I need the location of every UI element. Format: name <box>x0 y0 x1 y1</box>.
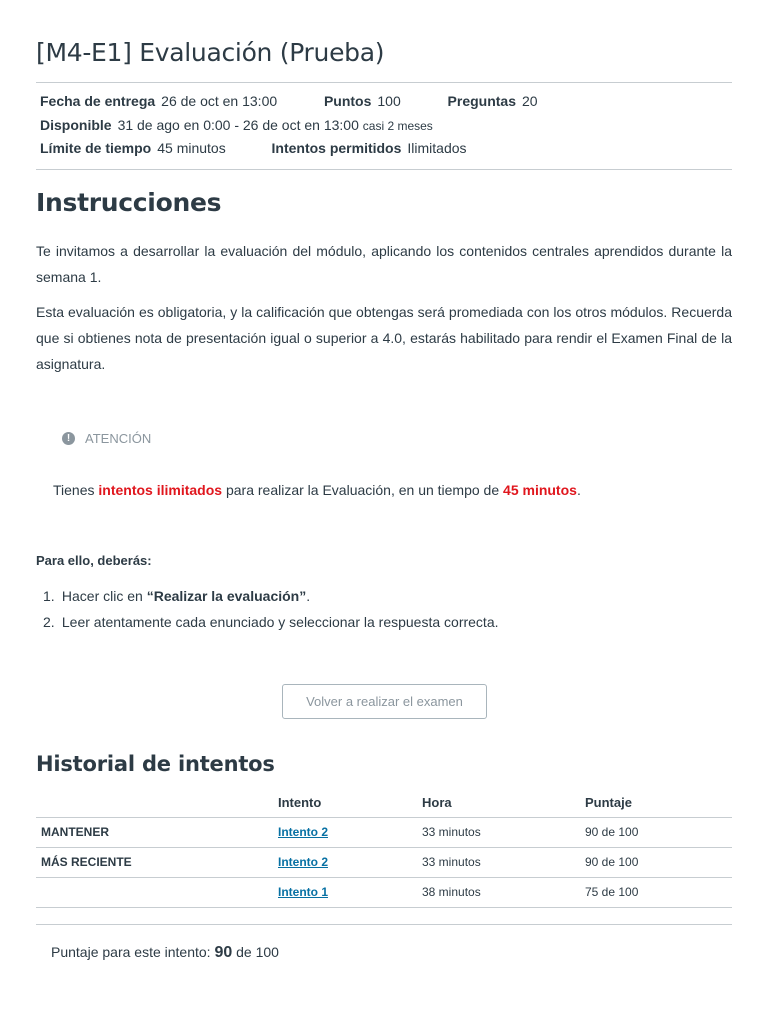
attempts-notice <box>53 482 581 498</box>
points-label: Puntos <box>323 93 372 109</box>
instructions-paragraph-2: Esta evaluación es obligatoria, y la calificación que obtengas será promediada con los otros módulos. Recuerda que si obtienes nota de presentación igual o superior a 4.0, estarás habilitado para rendir el Examen Final de la asignatura. <box>36 304 732 372</box>
notice-text: Tienes <box>53 482 99 498</box>
step-number: 2. <box>43 614 55 630</box>
table-row <box>36 847 732 877</box>
attempt-score: 75 de 100 <box>585 885 639 899</box>
notice-text: para realizar la Evaluación, en un tiempo de <box>222 482 504 498</box>
step-text: Leer atentamente cada enunciado y seleccionar la respuesta correcta. <box>61 614 499 630</box>
meta-row-1 <box>40 93 538 109</box>
step-text: Hacer clic en <box>61 588 147 604</box>
attempt-time: 38 minutos <box>422 885 481 899</box>
time-limit-label: Límite de tiempo <box>40 140 152 156</box>
available-label: Disponible <box>40 117 112 133</box>
retake-quiz-button[interactable]: Volver a realizar el examen <box>282 684 487 719</box>
attempt-time: 33 minutos <box>422 825 481 839</box>
score-value: 90 <box>214 944 233 961</box>
attempt-score-summary <box>51 944 279 962</box>
row-label: MANTENER <box>41 825 109 839</box>
list-item <box>43 612 499 638</box>
step-text: . <box>306 588 311 604</box>
notice-text: . <box>576 482 581 498</box>
step-number: 1. <box>43 588 55 604</box>
attention-label: ATENCIÓN <box>85 431 152 446</box>
attention-callout <box>62 431 151 446</box>
attempts-allowed-label: Intentos permitidos <box>271 140 402 156</box>
attempt-score: 90 de 100 <box>585 825 639 839</box>
available-note: casi 2 meses <box>362 119 433 133</box>
time-limit-value: 45 minutos <box>157 140 226 156</box>
instructions-heading: Instrucciones <box>36 188 222 217</box>
step-emphasis: “Realizar la evaluación” <box>146 588 307 604</box>
attempt-history-table <box>36 788 732 908</box>
meta-row-2 <box>40 117 433 133</box>
divider <box>36 924 732 925</box>
attempt-link[interactable]: Intento 2 <box>278 855 328 869</box>
steps-heading: Para ello, deberás: <box>36 553 152 568</box>
questions-label: Preguntas <box>447 93 516 109</box>
table-header <box>36 788 732 817</box>
due-date-label: Fecha de entrega <box>40 93 156 109</box>
column-header-time: Hora <box>422 795 452 810</box>
due-date-value: 26 de oct en 13:00 <box>161 93 278 109</box>
score-suffix: de 100 <box>232 944 279 960</box>
table-row <box>36 817 732 847</box>
attempt-history-heading: Historial de intentos <box>36 752 275 776</box>
points-value: 100 <box>377 93 401 109</box>
attempt-link[interactable]: Intento 1 <box>278 885 328 899</box>
attempt-score: 90 de 100 <box>585 855 639 869</box>
page-title: [M4-E1] Evaluación (Prueba) <box>36 38 385 67</box>
meta-row-3 <box>40 140 467 156</box>
divider <box>36 82 732 83</box>
exclamation-circle-icon: ! <box>62 432 75 445</box>
column-header-score: Puntaje <box>585 795 632 810</box>
table-row <box>36 877 732 907</box>
available-value: 31 de ago en 0:00 - 26 de oct en 13:00 <box>117 117 359 133</box>
unlimited-attempts-highlight: intentos ilimitados <box>98 482 223 498</box>
attempt-time: 33 minutos <box>422 855 481 869</box>
score-prefix: Puntaje para este intento: <box>51 944 215 960</box>
column-header-attempt: Intento <box>278 795 322 810</box>
list-item <box>43 586 499 612</box>
row-label: MÁS RECIENTE <box>41 855 132 869</box>
table-bottom-border <box>36 907 732 908</box>
time-highlight: 45 minutos <box>503 482 577 498</box>
instructions-paragraph-1: Te invitamos a desarrollar la evaluación del módulo, aplicando los contenidos centrales aprendidos durante la semana 1. <box>36 243 732 285</box>
attempts-allowed-value: Ilimitados <box>407 140 467 156</box>
questions-value: 20 <box>522 93 538 109</box>
steps-list <box>43 586 499 638</box>
divider <box>36 169 732 170</box>
attempt-link[interactable]: Intento 2 <box>278 825 328 839</box>
